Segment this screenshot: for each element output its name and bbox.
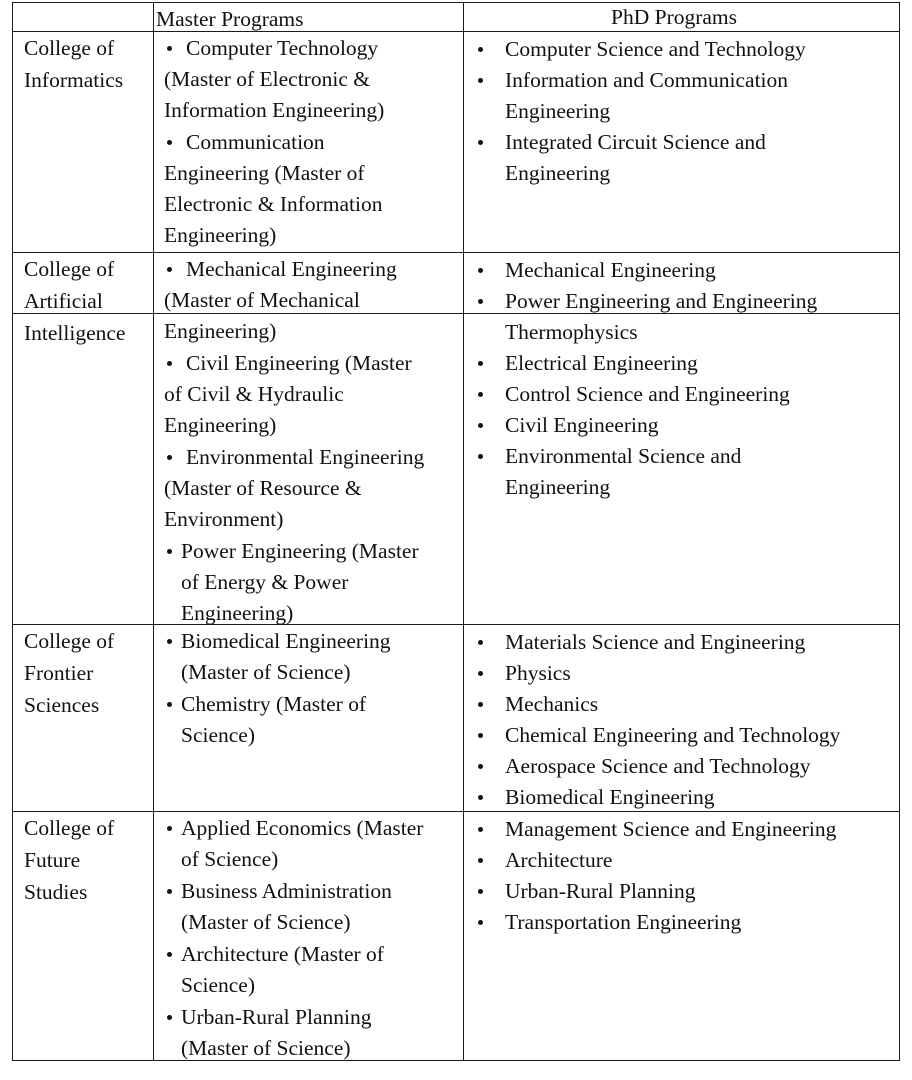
master-program: of Energy & Power (181, 570, 349, 594)
phd-program: Civil Engineering (505, 413, 659, 437)
master-program: Electronic & Information (164, 192, 383, 216)
phd-program: Engineering (505, 161, 611, 185)
phd-program: Physics (505, 661, 571, 685)
table-rule (12, 2, 900, 3)
master-program: (Master of Electronic & (164, 67, 370, 91)
bullet-icon (478, 733, 483, 738)
college-name: College of (24, 816, 115, 840)
phd-program: Control Science and Engineering (505, 382, 790, 406)
bullet-icon (167, 826, 172, 831)
bullet-icon (478, 702, 483, 707)
phd-program: Biomedical Engineering (505, 785, 715, 809)
table-rule (12, 811, 900, 812)
bullet-icon (478, 640, 483, 645)
college-name: Sciences (24, 693, 100, 717)
phd-program: Materials Science and Engineering (505, 630, 806, 654)
table-rule (12, 31, 900, 32)
master-program: Power Engineering (Master (181, 539, 419, 563)
master-program: of Science) (181, 847, 279, 871)
master-program: Environmental Engineering (186, 445, 425, 469)
master-program: (Master of Science) (181, 1036, 351, 1060)
phd-program: Environmental Science and (505, 444, 742, 468)
master-program: Architecture (Master of (181, 942, 384, 966)
bullet-icon (478, 671, 483, 676)
master-program: Communication (186, 130, 325, 154)
master-program: Engineering) (164, 413, 277, 437)
college-name: Studies (24, 880, 88, 904)
phd-program: Thermophysics (505, 320, 638, 344)
master-program: Environment) (164, 507, 284, 531)
bullet-icon (167, 267, 172, 272)
college-name: Frontier (24, 661, 94, 685)
bullet-icon (167, 889, 172, 894)
bullet-icon (478, 454, 483, 459)
bullet-icon (478, 423, 483, 428)
master-program: Engineering) (181, 601, 294, 625)
phd-program: Mechanics (505, 692, 599, 716)
master-program: Science) (181, 723, 256, 747)
table-rule (12, 1060, 900, 1061)
master-program: Urban-Rural Planning (181, 1005, 372, 1029)
bullet-icon (167, 639, 172, 644)
master-program: of Civil & Hydraulic (164, 382, 344, 406)
phd-program: Power Engineering and Engineering (505, 289, 818, 313)
master-program: Engineering (Master of (164, 161, 365, 185)
bullet-icon (478, 268, 483, 273)
bullet-icon (478, 392, 483, 397)
bullet-icon (167, 46, 172, 51)
college-name: Intelligence (24, 321, 126, 345)
table-rule (153, 2, 154, 1060)
bullet-icon (478, 47, 483, 52)
header-phd: PhD Programs (611, 5, 738, 29)
phd-program: Engineering (505, 475, 611, 499)
table-rule (463, 2, 464, 1060)
bullet-icon (167, 140, 172, 145)
phd-program: Mechanical Engineering (505, 258, 716, 282)
bullet-icon (478, 889, 483, 894)
master-program: Mechanical Engineering (186, 257, 397, 281)
master-program: Civil Engineering (Master (186, 351, 412, 375)
master-program: Chemistry (Master of (181, 692, 367, 716)
phd-program: Information and Communication (505, 68, 789, 92)
bullet-icon (167, 952, 172, 957)
phd-program: Electrical Engineering (505, 351, 698, 375)
bullet-icon (167, 702, 172, 707)
master-program: (Master of Science) (181, 660, 351, 684)
bullet-icon (478, 920, 483, 925)
college-name: Artificial (24, 289, 103, 313)
master-program: Information Engineering) (164, 98, 385, 122)
bullet-icon (167, 361, 172, 366)
table-rule (899, 2, 900, 1060)
phd-program: Management Science and Engineering (505, 817, 837, 841)
master-program: Engineering) (164, 319, 277, 343)
phd-program: Transportation Engineering (505, 910, 742, 934)
bullet-icon (478, 858, 483, 863)
master-program: Business Administration (181, 879, 392, 903)
table-rule (12, 313, 900, 314)
phd-program: Urban-Rural Planning (505, 879, 696, 903)
master-program: Engineering) (164, 223, 277, 247)
college-name: Future (24, 848, 81, 872)
master-program: (Master of Mechanical (164, 288, 360, 312)
table-rule (12, 2, 13, 1060)
phd-program: Engineering (505, 99, 611, 123)
bullet-icon (478, 764, 483, 769)
master-program: Computer Technology (186, 36, 379, 60)
phd-program: Computer Science and Technology (505, 37, 806, 61)
college-name: Informatics (24, 68, 124, 92)
header-master: Master Programs (156, 7, 304, 31)
master-program: Applied Economics (Master (181, 816, 424, 840)
bullet-icon (478, 140, 483, 145)
college-name: College of (24, 257, 115, 281)
bullet-icon (167, 549, 172, 554)
table-rule (12, 624, 900, 625)
bullet-icon (478, 827, 483, 832)
master-program: Biomedical Engineering (181, 629, 391, 653)
master-program: (Master of Science) (181, 910, 351, 934)
phd-program: Integrated Circuit Science and (505, 130, 766, 154)
master-program: (Master of Resource & (164, 476, 362, 500)
bullet-icon (167, 1015, 172, 1020)
bullet-icon (478, 361, 483, 366)
master-program: Science) (181, 973, 256, 997)
phd-program: Architecture (505, 848, 613, 872)
bullet-icon (478, 78, 483, 83)
bullet-icon (478, 299, 483, 304)
table-rule (12, 252, 900, 253)
bullet-icon (167, 455, 172, 460)
college-name: College of (24, 36, 115, 60)
phd-program: Chemical Engineering and Technology (505, 723, 841, 747)
phd-program: Aerospace Science and Technology (505, 754, 811, 778)
bullet-icon (478, 795, 483, 800)
college-name: College of (24, 629, 115, 653)
